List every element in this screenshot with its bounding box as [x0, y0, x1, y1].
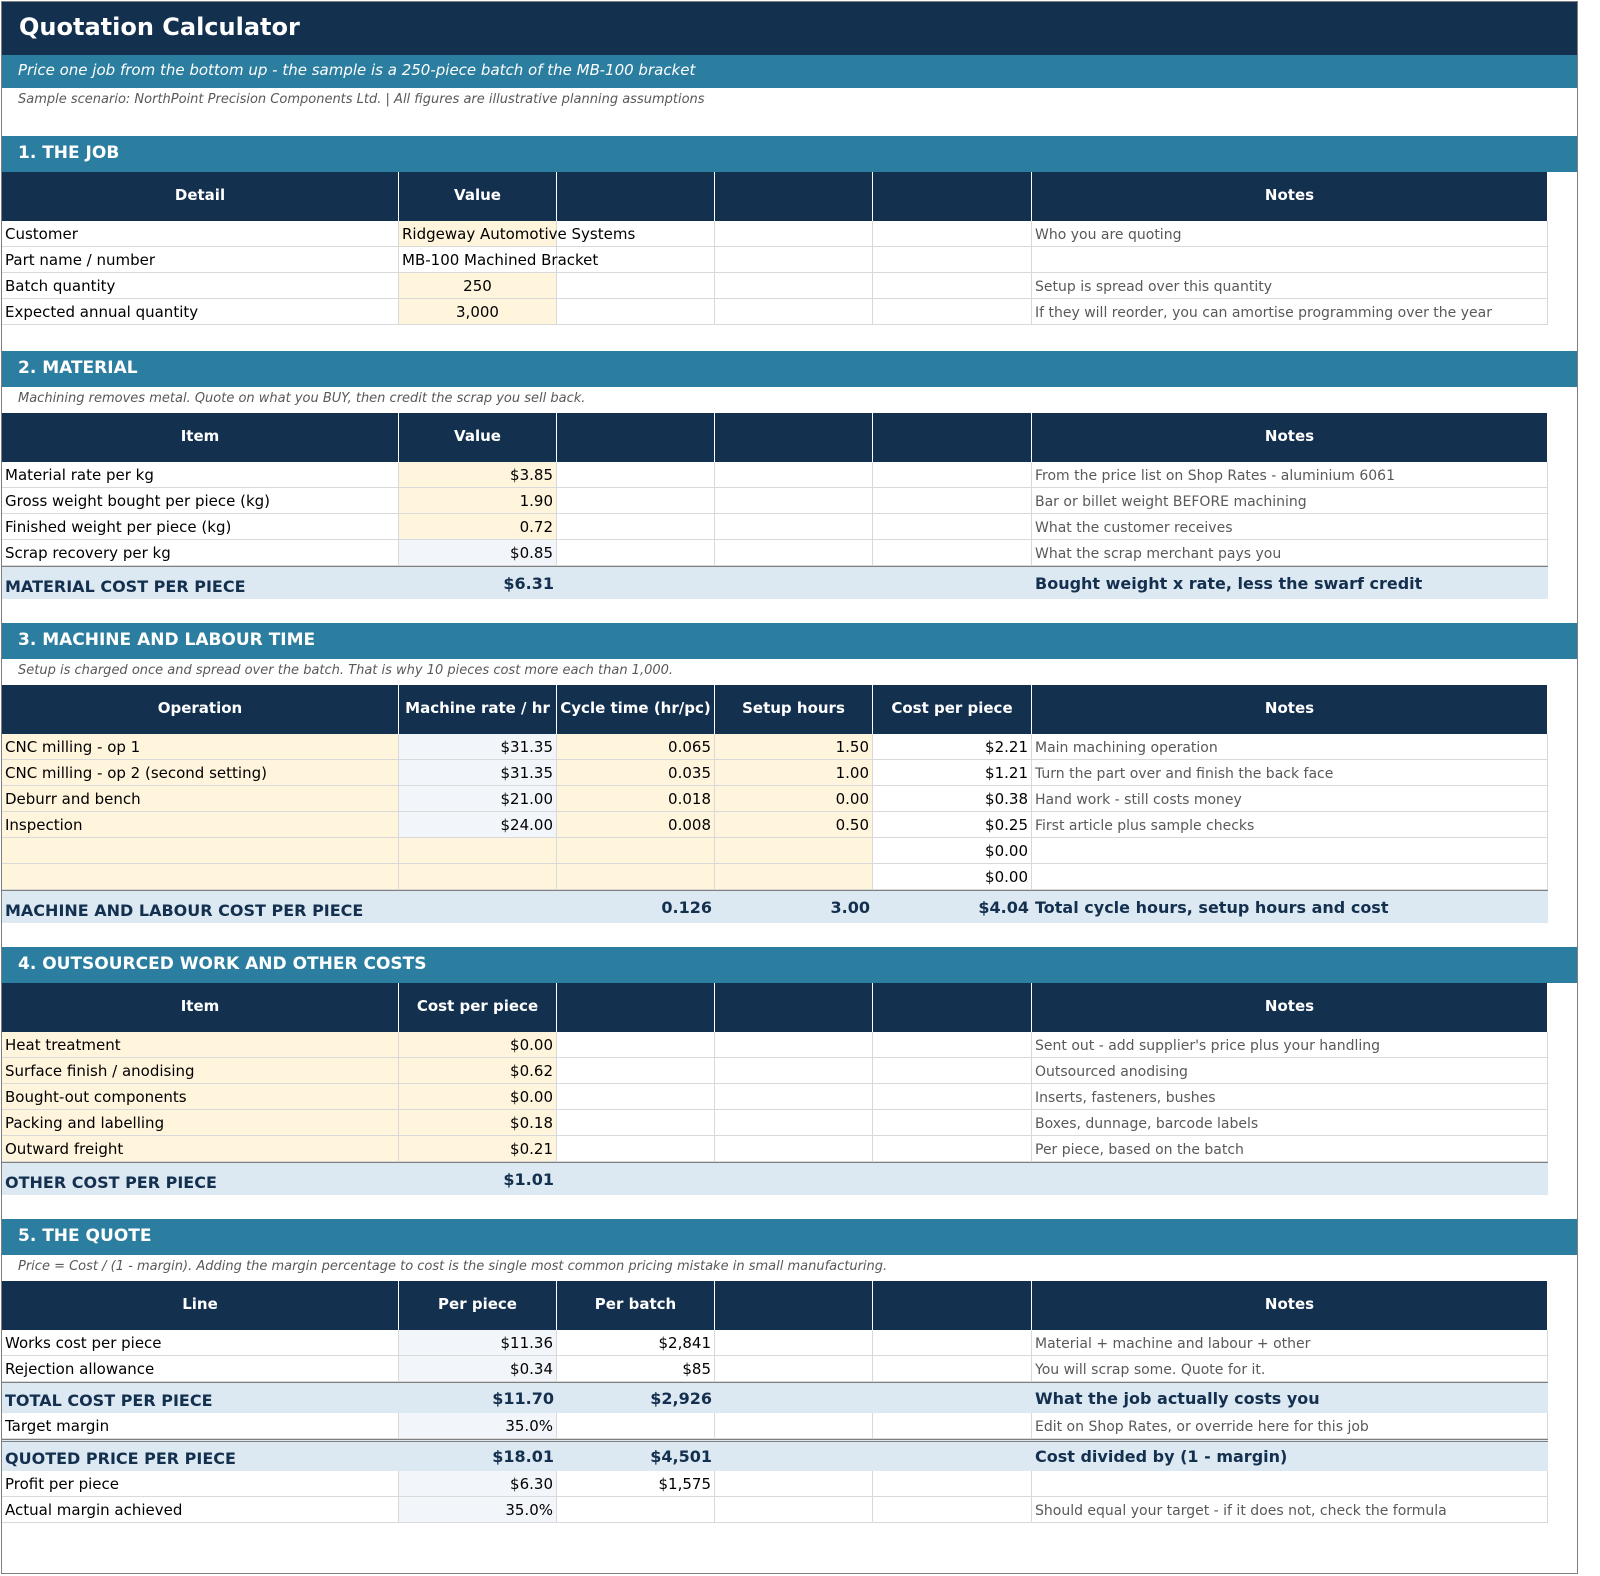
table-row: [2, 1330, 1578, 1356]
table-row: [2, 488, 1578, 514]
cost-cell[interactable]: $0.00: [873, 838, 1032, 864]
note-cell[interactable]: You will scrap some. Quote for it.: [1032, 1356, 1548, 1382]
empty-cell[interactable]: [557, 299, 715, 325]
rate-cell[interactable]: [399, 838, 557, 864]
empty-cell[interactable]: [715, 247, 873, 273]
per-batch-cell[interactable]: [557, 1497, 715, 1523]
section-note[interactable]: Price = Cost / (1 - margin). Adding the margin percentage to cost is the single most common pricing mistake in small manufacturing.: [18, 1259, 888, 1274]
section-note-row: [2, 659, 1578, 685]
spreadsheet: [1, 1, 1578, 1574]
total-label[interactable]: TOTAL COST PER PIECE: [5, 1391, 213, 1410]
empty-cell[interactable]: [873, 299, 1032, 325]
empty-cell[interactable]: [557, 221, 715, 247]
per-batch-cell[interactable]: $85: [557, 1356, 715, 1382]
row-label[interactable]: Packing and labelling: [2, 1110, 399, 1136]
table-row: [2, 1032, 1578, 1058]
table-row: [2, 760, 1578, 786]
empty-cell[interactable]: [873, 1471, 1032, 1497]
table-row: [2, 462, 1578, 488]
per-batch-cell[interactable]: $2,841: [557, 1330, 715, 1356]
column-header[interactable]: Cycle time (hr/pc): [557, 685, 715, 734]
cycle-cell[interactable]: 0.035: [557, 760, 715, 786]
note-cell[interactable]: [1032, 1471, 1548, 1497]
empty-cell[interactable]: [557, 1032, 715, 1058]
rate-cell[interactable]: $31.35: [399, 760, 557, 786]
row-label[interactable]: Target margin: [2, 1413, 399, 1439]
empty-cell[interactable]: [715, 1058, 873, 1084]
section-title[interactable]: 5. THE QUOTE: [18, 1225, 152, 1246]
column-header[interactable]: Notes: [1032, 413, 1548, 462]
cost-cell[interactable]: $0.62: [399, 1058, 557, 1084]
table-row: [2, 838, 1578, 864]
empty-cell[interactable]: [557, 540, 715, 566]
empty-cell[interactable]: [873, 247, 1032, 273]
table-row: [2, 273, 1578, 299]
row-label[interactable]: Works cost per piece: [2, 1330, 399, 1356]
other-table-header: [2, 983, 1578, 1032]
table-row: [2, 1136, 1578, 1162]
section-other-header: [2, 947, 1578, 983]
cost-cell[interactable]: $0.21: [399, 1136, 557, 1162]
empty-cell[interactable]: [715, 1136, 873, 1162]
table-row: [2, 247, 1578, 273]
column-header[interactable]: [715, 413, 873, 462]
quoted-per-batch[interactable]: $4,501: [650, 1447, 712, 1466]
empty-cell[interactable]: [557, 514, 715, 540]
total-label[interactable]: OTHER COST PER PIECE: [5, 1173, 217, 1192]
column-header[interactable]: Value: [399, 413, 557, 462]
column-header[interactable]: Per batch: [557, 1281, 715, 1330]
per-piece-cell[interactable]: $11.36: [399, 1330, 557, 1356]
note-cell[interactable]: Sent out - add supplier's price plus your handling: [1032, 1032, 1548, 1058]
column-header[interactable]: [873, 983, 1032, 1032]
cost-cell[interactable]: $0.00: [399, 1084, 557, 1110]
column-header[interactable]: [557, 413, 715, 462]
total-setup[interactable]: 3.00: [830, 898, 870, 917]
setup-cell[interactable]: 1.00: [715, 760, 873, 786]
total-value[interactable]: $1.01: [503, 1170, 554, 1189]
empty-cell[interactable]: [557, 273, 715, 299]
empty-cell[interactable]: [715, 1110, 873, 1136]
operation-cell[interactable]: Inspection: [2, 812, 399, 838]
total-label[interactable]: QUOTED PRICE PER PIECE: [5, 1449, 236, 1468]
table-row: [2, 221, 1578, 247]
rate-cell[interactable]: $21.00: [399, 786, 557, 812]
part-name-cell[interactable]: MB-100 Machined Bracket: [399, 247, 557, 273]
table-row: [2, 786, 1578, 812]
empty-cell[interactable]: [873, 540, 1032, 566]
note-cell[interactable]: [1032, 838, 1548, 864]
note-cell[interactable]: If they will reorder, you can amortise programming over the year: [1032, 299, 1548, 325]
column-header[interactable]: Value: [399, 172, 557, 221]
note-cell[interactable]: [1032, 247, 1548, 273]
note-cell[interactable]: Who you are quoting: [1032, 221, 1548, 247]
empty-cell[interactable]: [715, 1084, 873, 1110]
empty-cell[interactable]: [873, 1110, 1032, 1136]
column-header[interactable]: Notes: [1032, 685, 1548, 734]
cycle-cell[interactable]: [557, 864, 715, 890]
row-label[interactable]: Gross weight bought per piece (kg): [2, 488, 399, 514]
row-label[interactable]: Bought-out components: [2, 1084, 399, 1110]
empty-cell[interactable]: [873, 1330, 1032, 1356]
column-header[interactable]: Cost per piece: [873, 685, 1032, 734]
column-header[interactable]: Cost per piece: [399, 983, 557, 1032]
note-cell[interactable]: Bar or billet weight BEFORE machining: [1032, 488, 1548, 514]
cost-cell[interactable]: $0.00: [873, 864, 1032, 890]
empty-cell[interactable]: [873, 1136, 1032, 1162]
section-quote-header: [2, 1219, 1578, 1255]
value-cell[interactable]: 1.90: [399, 488, 557, 514]
material-table-header: [2, 413, 1578, 462]
operation-cell[interactable]: CNC milling - op 2 (second setting): [2, 760, 399, 786]
operation-cell[interactable]: [2, 838, 399, 864]
total-label[interactable]: MACHINE AND LABOUR COST PER PIECE: [5, 901, 364, 920]
row-label[interactable]: Finished weight per piece (kg): [2, 514, 399, 540]
column-header[interactable]: [715, 983, 873, 1032]
cycle-cell[interactable]: 0.018: [557, 786, 715, 812]
section-note[interactable]: Machining removes metal. Quote on what you BUY, then credit the scrap you sell back.: [18, 391, 586, 406]
subtitle-bar: [2, 55, 1578, 88]
empty-cell[interactable]: [715, 1356, 873, 1382]
cycle-cell[interactable]: 0.065: [557, 734, 715, 760]
page-title[interactable]: Quotation Calculator: [19, 13, 300, 41]
row-label[interactable]: Batch quantity: [2, 273, 399, 299]
rate-cell[interactable]: $24.00: [399, 812, 557, 838]
total-cycle[interactable]: 0.126: [661, 898, 712, 917]
cost-cell[interactable]: $0.00: [399, 1032, 557, 1058]
column-header[interactable]: [873, 172, 1032, 221]
column-header[interactable]: Setup hours: [715, 685, 873, 734]
empty-cell[interactable]: [715, 514, 873, 540]
row-label[interactable]: Scrap recovery per kg: [2, 540, 399, 566]
cost-cell[interactable]: $0.18: [399, 1110, 557, 1136]
total-label[interactable]: MATERIAL COST PER PIECE: [5, 577, 246, 596]
cost-cell[interactable]: $0.38: [873, 786, 1032, 812]
total-note[interactable]: Bought weight x rate, less the swarf credit: [1035, 574, 1423, 593]
per-piece-cell[interactable]: $6.30: [399, 1471, 557, 1497]
note-cell[interactable]: What the scrap merchant pays you: [1032, 540, 1548, 566]
total-per-batch[interactable]: $2,926: [650, 1389, 712, 1408]
row-label[interactable]: Surface finish / anodising: [2, 1058, 399, 1084]
empty-cell[interactable]: [557, 462, 715, 488]
row-label[interactable]: Material rate per kg: [2, 462, 399, 488]
column-header[interactable]: Notes: [1032, 172, 1548, 221]
rate-cell[interactable]: [399, 864, 557, 890]
empty-cell[interactable]: [557, 1058, 715, 1084]
column-header[interactable]: Notes: [1032, 983, 1548, 1032]
table-row: [2, 734, 1578, 760]
total-note[interactable]: [1032, 1163, 1548, 1195]
total-cost-row: [2, 1382, 1548, 1413]
section-note-row: [2, 1255, 1578, 1281]
section-material-header: [2, 351, 1578, 387]
material-total-row: [2, 566, 1548, 599]
empty-cell[interactable]: [715, 221, 873, 247]
note-cell[interactable]: [1032, 864, 1548, 890]
per-piece-cell[interactable]: $0.34: [399, 1356, 557, 1382]
empty-cell[interactable]: [557, 1084, 715, 1110]
column-header[interactable]: Item: [2, 413, 399, 462]
operation-cell[interactable]: Deburr and bench: [2, 786, 399, 812]
row-label[interactable]: Customer: [2, 221, 399, 247]
table-row: [2, 1356, 1578, 1382]
row-label[interactable]: Rejection allowance: [2, 1356, 399, 1382]
note-cell[interactable]: Material + machine and labour + other: [1032, 1330, 1548, 1356]
table-row: [2, 1413, 1578, 1439]
setup-cell[interactable]: 0.00: [715, 786, 873, 812]
empty-cell[interactable]: [557, 247, 715, 273]
scenario-note[interactable]: Sample scenario: NorthPoint Precision Components Ltd. | All figures are illustrative planning assumptions: [18, 92, 705, 107]
note-cell[interactable]: Main machining operation: [1032, 734, 1548, 760]
table-row: [2, 540, 1578, 566]
setup-cell[interactable]: [715, 838, 873, 864]
empty-cell[interactable]: [715, 1471, 873, 1497]
cycle-cell[interactable]: [557, 838, 715, 864]
note-cell[interactable]: Turn the part over and finish the back face: [1032, 760, 1548, 786]
total-per-piece[interactable]: $11.70: [492, 1389, 554, 1408]
per-piece-cell[interactable]: 35.0%: [399, 1497, 557, 1523]
column-header[interactable]: [873, 413, 1032, 462]
empty-cell[interactable]: [715, 1413, 873, 1439]
table-row: [2, 514, 1578, 540]
note-cell[interactable]: From the price list on Shop Rates - aluminium 6061: [1032, 462, 1548, 488]
column-header[interactable]: Per piece: [399, 1281, 557, 1330]
value-cell[interactable]: $3.85: [399, 462, 557, 488]
column-header[interactable]: Detail: [2, 172, 399, 221]
operation-cell[interactable]: [2, 864, 399, 890]
column-header[interactable]: Notes: [1032, 1281, 1548, 1330]
operation-cell[interactable]: CNC milling - op 1: [2, 734, 399, 760]
column-header[interactable]: Operation: [2, 685, 399, 734]
empty-cell[interactable]: [715, 1330, 873, 1356]
note-cell[interactable]: Boxes, dunnage, barcode labels: [1032, 1110, 1548, 1136]
table-row: [2, 1110, 1578, 1136]
title-bar: [2, 2, 1578, 55]
empty-cell[interactable]: [873, 1356, 1032, 1382]
row-label[interactable]: Part name / number: [2, 247, 399, 273]
row-label[interactable]: Actual margin achieved: [2, 1497, 399, 1523]
note-cell[interactable]: What the customer receives: [1032, 514, 1548, 540]
target-margin-cell[interactable]: 35.0%: [399, 1413, 557, 1439]
per-batch-cell[interactable]: $1,575: [557, 1471, 715, 1497]
empty-cell[interactable]: [873, 462, 1032, 488]
empty-cell[interactable]: [873, 1413, 1032, 1439]
section-machine-header: [2, 623, 1578, 659]
column-header[interactable]: Machine rate / hr: [399, 685, 557, 734]
note-cell[interactable]: First article plus sample checks: [1032, 812, 1548, 838]
cost-cell[interactable]: $0.25: [873, 812, 1032, 838]
table-row: [2, 864, 1578, 890]
empty-cell[interactable]: [715, 540, 873, 566]
column-header[interactable]: Line: [2, 1281, 399, 1330]
table-row: [2, 1084, 1578, 1110]
note-cell[interactable]: Outsourced anodising: [1032, 1058, 1548, 1084]
note-cell[interactable]: Should equal your target - if it does not, check the formula: [1032, 1497, 1548, 1523]
job-table-header: [2, 172, 1578, 221]
empty-cell[interactable]: [715, 273, 873, 299]
section-title[interactable]: 3. MACHINE AND LABOUR TIME: [18, 629, 316, 650]
empty-cell[interactable]: [873, 514, 1032, 540]
cost-cell[interactable]: $2.21: [873, 734, 1032, 760]
rate-cell[interactable]: $31.35: [399, 734, 557, 760]
quoted-per-piece[interactable]: $18.01: [492, 1447, 554, 1466]
total-note[interactable]: Total cycle hours, setup hours and cost: [1035, 898, 1389, 917]
cycle-cell[interactable]: 0.008: [557, 812, 715, 838]
empty-cell[interactable]: [715, 1497, 873, 1523]
total-value[interactable]: $6.31: [503, 574, 554, 593]
note-cell[interactable]: Per piece, based on the batch: [1032, 1136, 1548, 1162]
row-label[interactable]: Expected annual quantity: [2, 299, 399, 325]
quoted-price-row: [2, 1439, 1548, 1471]
customer-cell[interactable]: Ridgeway Automotive Systems: [399, 221, 557, 247]
empty-cell[interactable]: [873, 488, 1032, 514]
column-header[interactable]: [715, 172, 873, 221]
setup-cell[interactable]: 1.50: [715, 734, 873, 760]
total-note[interactable]: Cost divided by (1 - margin): [1035, 1447, 1288, 1466]
setup-cell[interactable]: 0.50: [715, 812, 873, 838]
batch-quantity-cell[interactable]: 250: [399, 273, 557, 299]
machine-table-header: [2, 685, 1578, 734]
empty-cell[interactable]: [873, 221, 1032, 247]
row-label[interactable]: Heat treatment: [2, 1032, 399, 1058]
empty-cell[interactable]: [715, 1032, 873, 1058]
annual-quantity-cell[interactable]: 3,000: [399, 299, 557, 325]
empty-cell[interactable]: [715, 299, 873, 325]
scenario-row: [2, 88, 1578, 114]
empty-cell[interactable]: [715, 462, 873, 488]
note-cell[interactable]: Setup is spread over this quantity: [1032, 273, 1548, 299]
setup-cell[interactable]: [715, 864, 873, 890]
empty-cell[interactable]: [715, 488, 873, 514]
section-note-row: [2, 387, 1578, 413]
note-cell[interactable]: Hand work - still costs money: [1032, 786, 1548, 812]
empty-cell[interactable]: [557, 1136, 715, 1162]
section-title[interactable]: 2. MATERIAL: [18, 357, 138, 378]
column-header[interactable]: [557, 172, 715, 221]
column-header[interactable]: Item: [2, 983, 399, 1032]
empty-cell[interactable]: [873, 1058, 1032, 1084]
machine-total-row: [2, 890, 1548, 923]
table-row: [2, 812, 1578, 838]
per-batch-cell[interactable]: [557, 1413, 715, 1439]
table-row: [2, 1058, 1578, 1084]
empty-cell[interactable]: [557, 488, 715, 514]
note-cell[interactable]: Edit on Shop Rates, or override here for this job: [1032, 1413, 1548, 1439]
column-header[interactable]: [557, 983, 715, 1032]
note-cell[interactable]: Inserts, fasteners, bushes: [1032, 1084, 1548, 1110]
section-title[interactable]: 4. OUTSOURCED WORK AND OTHER COSTS: [18, 953, 427, 974]
section-title[interactable]: 1. THE JOB: [18, 142, 120, 163]
total-cost[interactable]: $4.04: [978, 898, 1029, 917]
empty-cell[interactable]: [873, 1497, 1032, 1523]
value-cell[interactable]: $0.85: [399, 540, 557, 566]
cost-cell[interactable]: $1.21: [873, 760, 1032, 786]
column-header[interactable]: [715, 1281, 873, 1330]
other-total-row: [2, 1162, 1548, 1195]
quote-table-header: [2, 1281, 1578, 1330]
empty-cell[interactable]: [873, 1084, 1032, 1110]
empty-cell[interactable]: [557, 1110, 715, 1136]
value-cell[interactable]: 0.72: [399, 514, 557, 540]
table-row: [2, 1497, 1578, 1523]
section-job-header: [2, 136, 1578, 172]
row-label[interactable]: Profit per piece: [2, 1471, 399, 1497]
column-header[interactable]: [873, 1281, 1032, 1330]
page-subtitle[interactable]: Price one job from the bottom up - the sample is a 250-piece batch of the MB-100 bracket: [18, 61, 696, 79]
row-label[interactable]: Outward freight: [2, 1136, 399, 1162]
section-note[interactable]: Setup is charged once and spread over the batch. That is why 10 pieces cost more each than 1,000.: [18, 663, 674, 678]
table-row: [2, 1471, 1578, 1497]
empty-cell[interactable]: [873, 273, 1032, 299]
total-note[interactable]: What the job actually costs you: [1035, 1389, 1320, 1408]
empty-cell[interactable]: [873, 1032, 1032, 1058]
table-row: [2, 299, 1578, 325]
